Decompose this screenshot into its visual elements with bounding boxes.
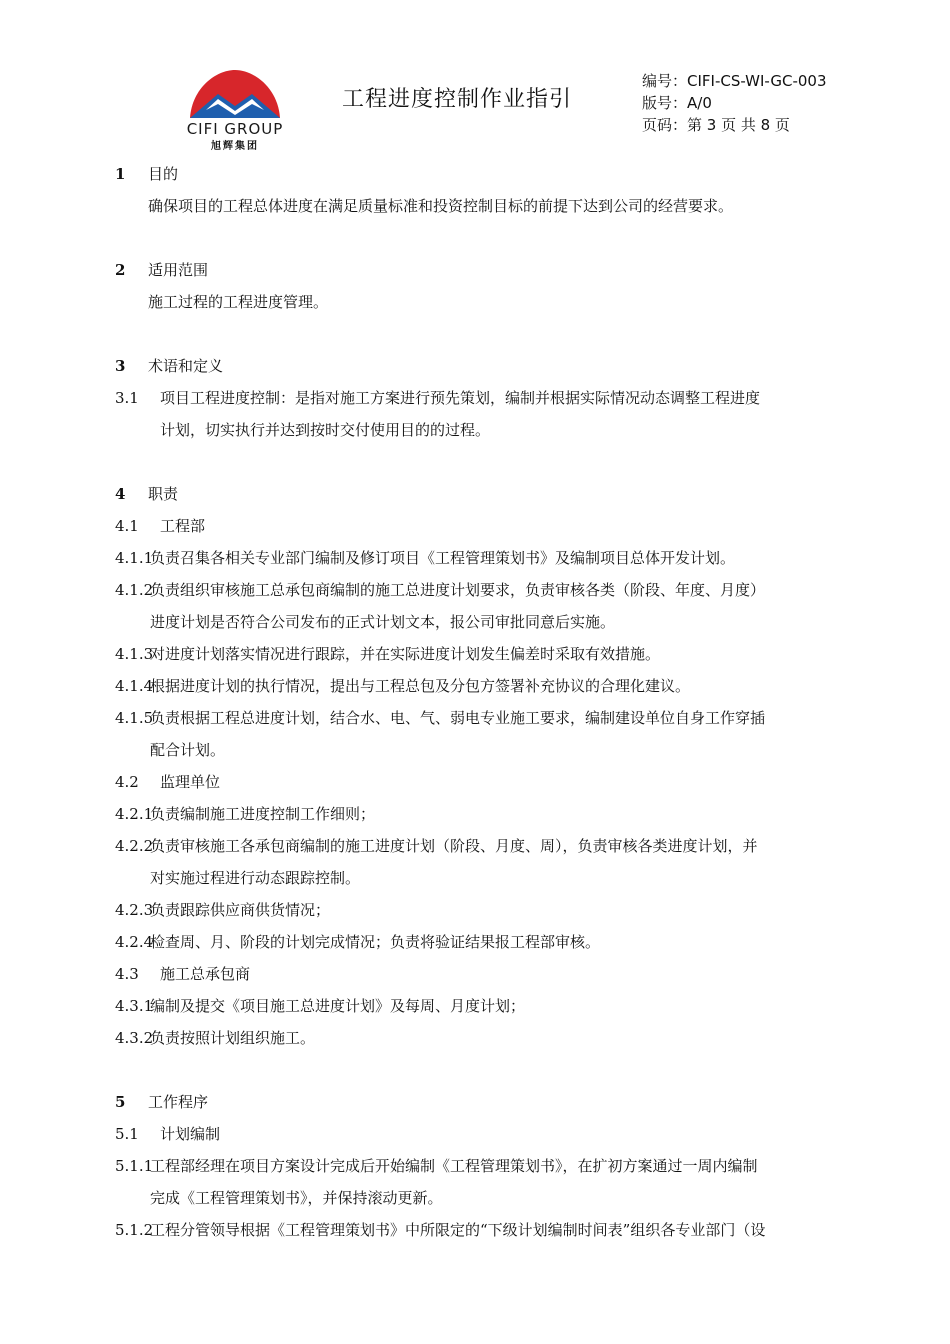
clause-text: 负责跟踪供应商供货情况；: [150, 901, 331, 919]
clause-text: 编制及提交《项目施工总进度计划》及每周、月度计划；: [150, 997, 526, 1015]
clause-continuation: 完成《工程管理策划书》，并保持滚动更新。: [150, 1189, 443, 1207]
clause-number: 4.1.1: [115, 549, 154, 567]
section-number: 5: [115, 1093, 126, 1111]
document-version: 版号：A/0: [642, 94, 712, 112]
document-number: 编号：CIFI-CS-WI-GC-003: [642, 72, 827, 90]
clause-number: 5.1.2: [115, 1221, 154, 1239]
section-number: 1: [115, 165, 126, 183]
clause-number: 4.2.1: [115, 805, 154, 823]
clause-text: 项目工程进度控制：是指对施工方案进行预先策划，编制并根据实际情况动态调整工程进度: [160, 389, 761, 407]
section-heading: [115, 1086, 835, 1118]
clause-text: 负责按照计划组织施工。: [150, 1029, 316, 1047]
clause: [115, 574, 835, 606]
clause-number: 4.3.1: [115, 997, 154, 1015]
subsection-number: 4.1: [115, 517, 139, 535]
clause-number: 4.1.4: [115, 677, 154, 695]
section-title: 适用范围: [148, 261, 209, 279]
section-heading: [115, 350, 835, 382]
cifi-logo: [170, 68, 300, 150]
clause-text: 检查周、月、阶段的计划完成情况；负责将验证结果报工程部审核。: [150, 933, 601, 951]
section-heading: [115, 478, 835, 510]
clause: [115, 894, 835, 926]
document-meta: [642, 70, 827, 136]
section-number: 4: [115, 485, 126, 503]
clause-number: 4.2.2: [115, 837, 154, 855]
paragraph: 施工过程的工程进度管理。: [148, 293, 329, 311]
clause-continuation: 进度计划是否符合公司发布的正式计划文本，报公司审批同意后实施。: [150, 613, 616, 631]
subsection-title: 施工总承包商: [160, 965, 251, 983]
clause: [115, 542, 835, 574]
mountain-logo-icon: [188, 68, 282, 120]
document-title: 工程进度控制作业指引: [342, 87, 573, 112]
clause-number: 3.1: [115, 389, 139, 407]
clause: [115, 702, 835, 734]
subsection-heading: [115, 510, 835, 542]
section-title: 职责: [148, 485, 179, 503]
logo-english-text: CIFI GROUP: [186, 120, 284, 138]
section-heading: [115, 158, 835, 190]
section-title: 目的: [148, 165, 179, 183]
clause-text: 根据进度计划的执行情况，提出与工程总包及分包方签署补充协议的合理化建议。: [150, 677, 691, 695]
clause: [115, 926, 835, 958]
section-number: 3: [115, 357, 126, 375]
document-body: [115, 158, 835, 1246]
clause-continuation: 对实施过程进行动态跟踪控制。: [150, 869, 361, 887]
clause-text: 负责根据工程总进度计划，结合水、电、气、弱电专业施工要求，编制建设单位自身工作穿插: [150, 709, 766, 727]
clause-text: 负责编制施工进度控制工作细则；: [150, 805, 376, 823]
subsection-title: 监理单位: [160, 773, 221, 791]
paragraph: 确保项目的工程总体进度在满足质量标准和投资控制目标的前提下达到公司的经营要求。: [148, 197, 734, 215]
clause-number: 4.1.3: [115, 645, 154, 663]
clause-text: 对进度计划落实情况进行跟踪，并在实际进度计划发生偏差时采取有效措施。: [150, 645, 661, 663]
clause-number: 4.3.2: [115, 1029, 154, 1047]
clause-number: 5.1.1: [115, 1157, 154, 1175]
subsection-heading: [115, 1118, 835, 1150]
section-title: 术语和定义: [148, 357, 224, 375]
clause: [115, 382, 835, 414]
section-number: 2: [115, 261, 126, 279]
clause-number: 4.1.5: [115, 709, 154, 727]
clause-text: 工程分管领导根据《工程管理策划书》中所限定的“下级计划编制时间表”组织各专业部门（设: [150, 1221, 766, 1239]
clause-text: 负责召集各相关专业部门编制及修订项目《工程管理策划书》及编制项目总体开发计划。: [150, 549, 736, 567]
clause-text: 负责组织审核施工总承包商编制的施工总进度计划要求，负责审核各类（阶段、年度、月度）: [150, 581, 766, 599]
clause: [115, 1150, 835, 1182]
clause-number: 4.2.4: [115, 933, 154, 951]
clause-text: 负责审核施工各承包商编制的施工进度计划（阶段、月度、周），负责审核各类进度计划，并: [150, 837, 758, 855]
subsection-title: 计划编制: [160, 1125, 221, 1143]
subsection-number: 5.1: [115, 1125, 139, 1143]
clause: [115, 798, 835, 830]
page-number: 页码：第 3 页 共 8 页: [642, 116, 790, 134]
subsection-number: 4.2: [115, 773, 139, 791]
clause-number: 4.1.2: [115, 581, 154, 599]
subsection-heading: [115, 766, 835, 798]
section-heading: [115, 254, 835, 286]
clause-text: 工程部经理在项目方案设计完成后开始编制《工程管理策划书》，在扩初方案通过一周内编制: [150, 1157, 758, 1175]
clause: [115, 990, 835, 1022]
subsection-title: 工程部: [160, 517, 206, 535]
section-title: 工作程序: [148, 1093, 209, 1111]
clause: [115, 1022, 835, 1054]
clause-continuation: 配合计划。: [150, 741, 226, 759]
clause: [115, 830, 835, 862]
clause: [115, 1214, 835, 1246]
clause-number: 4.2.3: [115, 901, 154, 919]
subsection-heading: [115, 958, 835, 990]
page-header: [0, 0, 950, 160]
clause-continuation: 计划，切实执行并达到按时交付使用目的的过程。: [160, 421, 491, 439]
clause: [115, 638, 835, 670]
subsection-number: 4.3: [115, 965, 139, 983]
clause: [115, 670, 835, 702]
logo-chinese-text: 旭辉集团: [211, 141, 259, 152]
